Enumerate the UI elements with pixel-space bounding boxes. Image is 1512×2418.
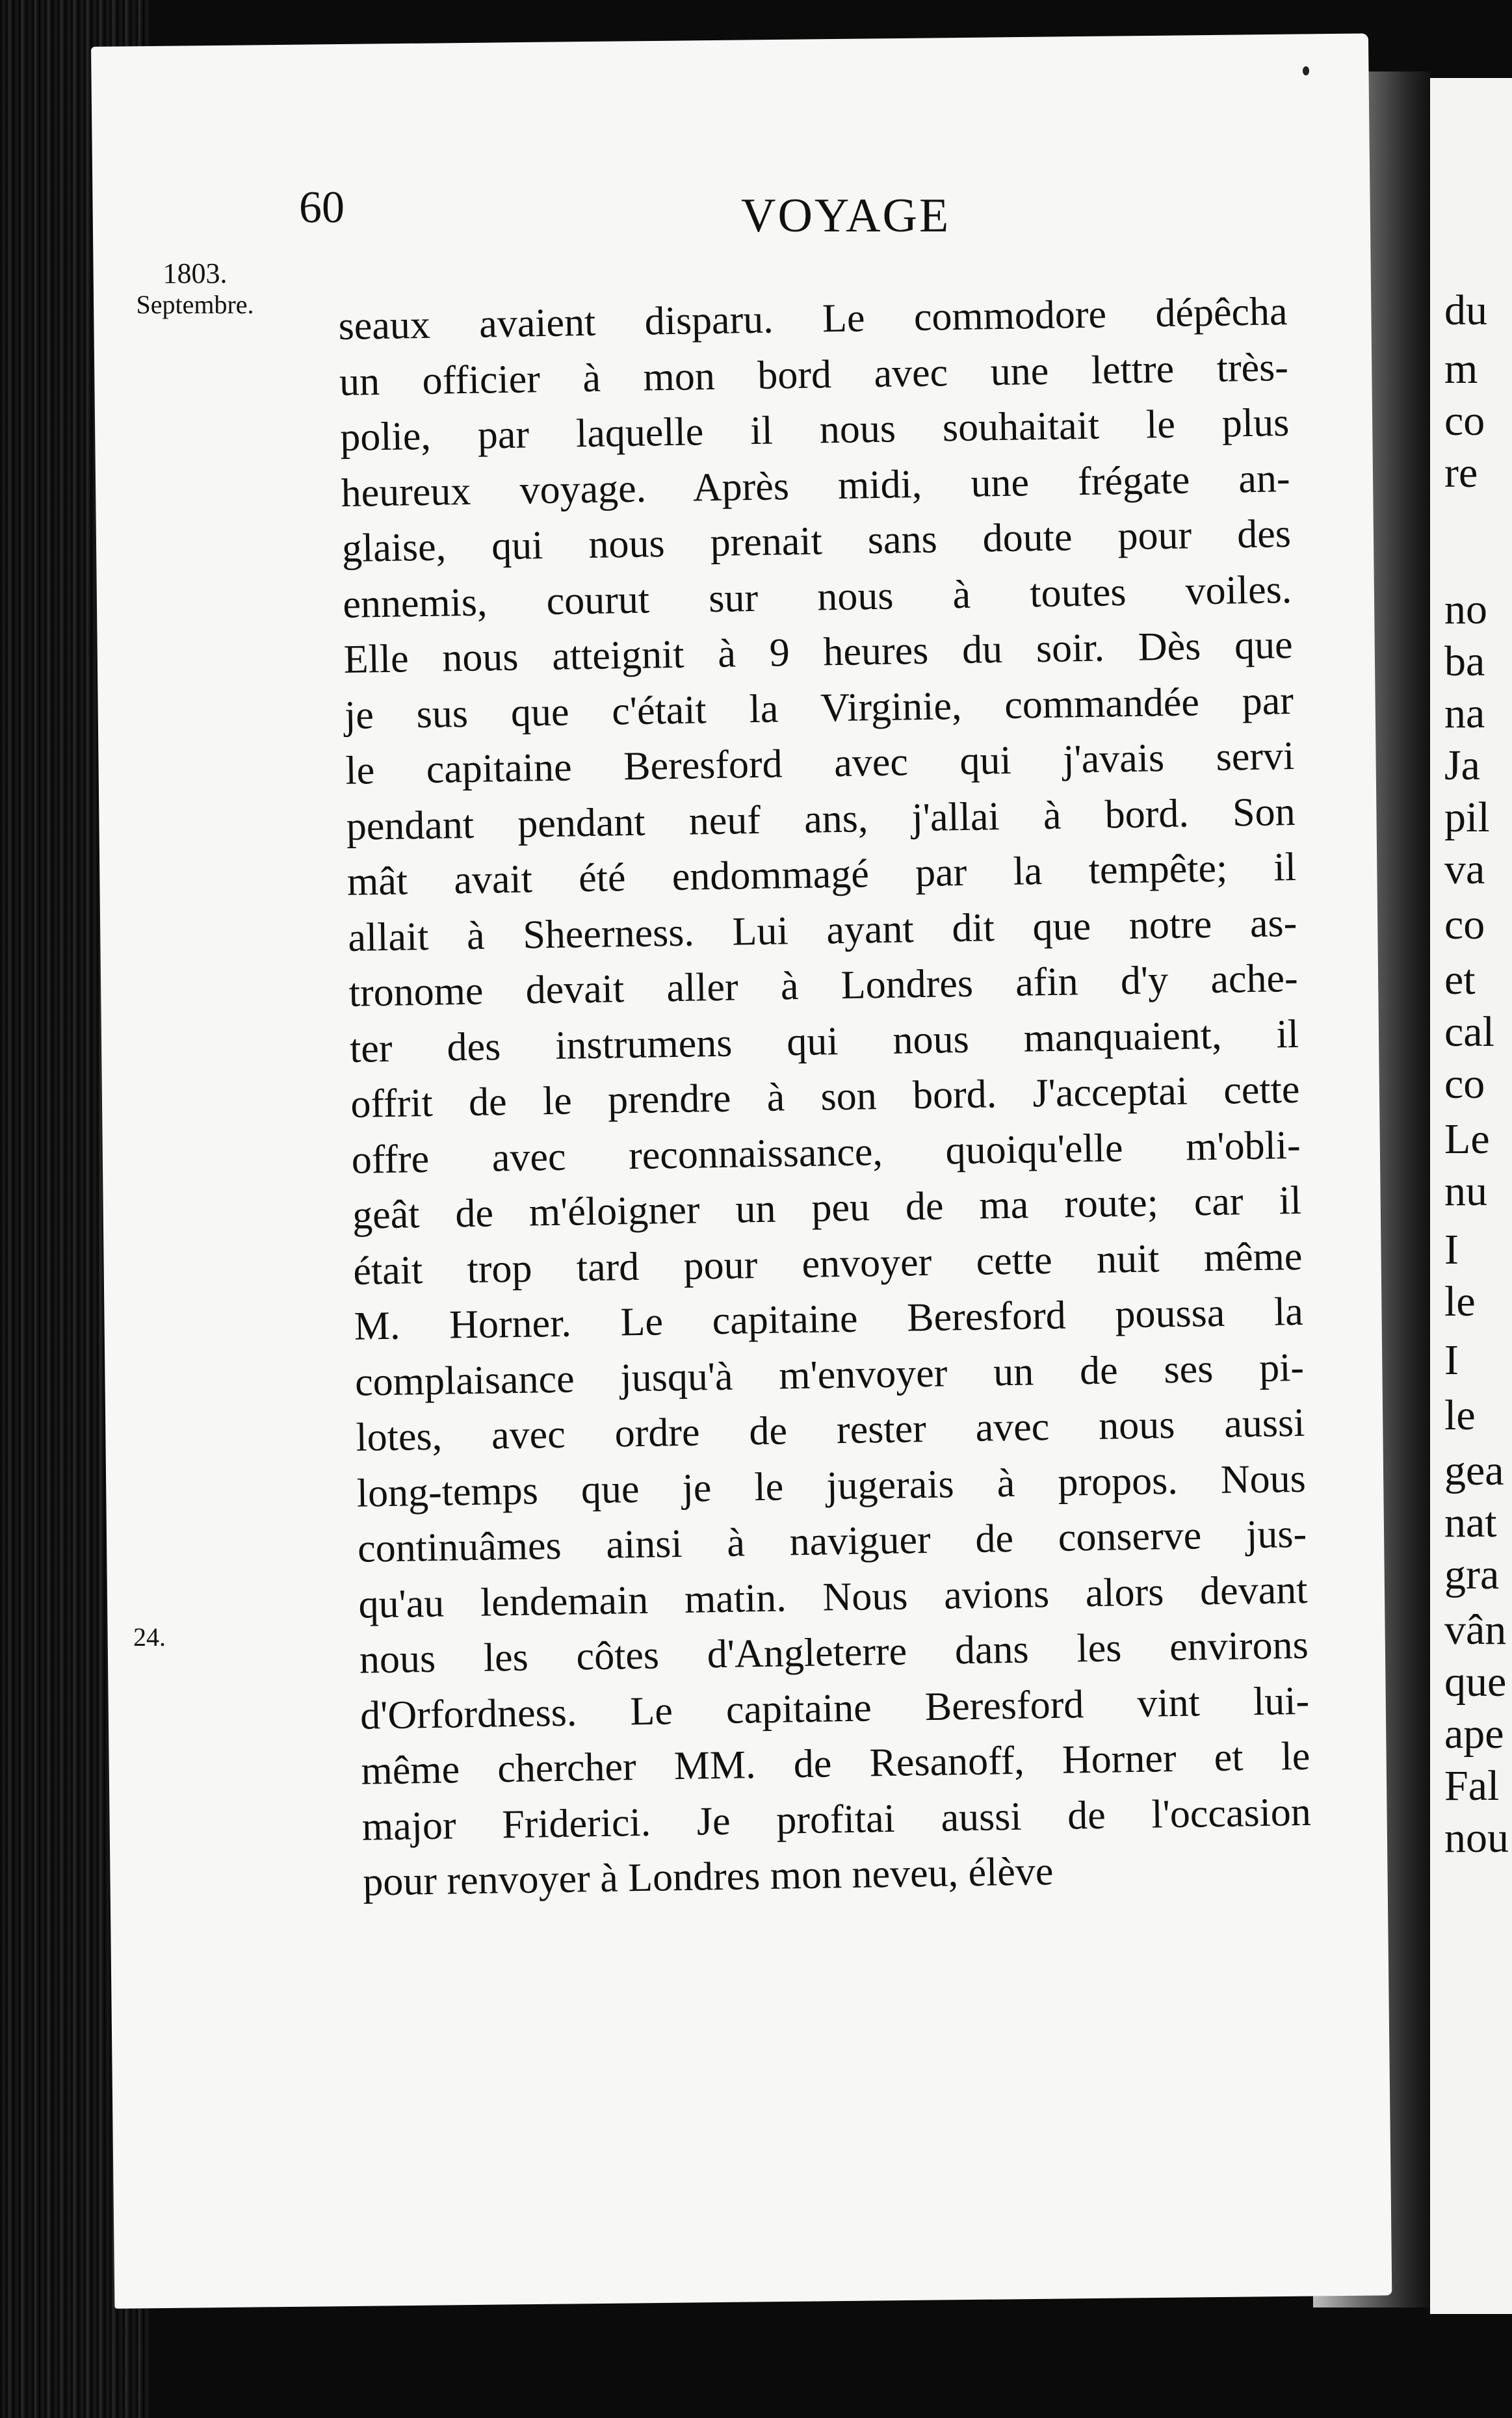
facing-page-fragment: I <box>1444 1336 1459 1384</box>
facing-page-fragment: co <box>1444 1060 1485 1108</box>
facing-page-fragment: Ja <box>1444 742 1480 789</box>
facing-page-fragment: vân <box>1444 1606 1507 1654</box>
text-line: seaux avaient disparu. Le commodore dépêcha <box>338 289 1288 348</box>
facing-page-fragment: na <box>1444 690 1485 737</box>
text-line: mât avait été endommagé par la tempête; il <box>346 844 1297 904</box>
text-line: continuâmes ainsi à naviguer de conserve jus- <box>357 1511 1307 1571</box>
facing-page-fragment: le <box>1444 1392 1476 1439</box>
facing-page-fragment: cal <box>1444 1008 1494 1056</box>
text-line: pour renvoyer à Londres mon neveu, élève <box>362 1849 1054 1904</box>
margin-month: Septembre. <box>136 290 254 319</box>
text-line: glaise, qui nous prenait sans doute pour des <box>341 512 1292 571</box>
text-line: offre avec reconnaissance, quoiqu'elle m'obli- <box>351 1123 1301 1182</box>
text-line: tronome devait aller à Londres afin d'y ache- <box>348 956 1299 1015</box>
text-line: ennemis, courut sur nous à toutes voiles. <box>342 567 1292 627</box>
facing-page-fragment: co <box>1444 901 1485 948</box>
facing-page-fragment: co <box>1444 397 1485 445</box>
facing-page-fragment: no <box>1444 586 1487 633</box>
facing-page-fragment: nu <box>1444 1167 1487 1215</box>
text-line: je sus que c'était la Virginie, commandée par <box>344 678 1294 738</box>
facing-page-fragment: et <box>1444 956 1476 1004</box>
text-line: un officier à mon bord avec une lettre très- <box>339 344 1289 404</box>
facing-page-fragment: gra <box>1444 1551 1500 1598</box>
text-line: geât de m'éloigner un peu de ma route; car il <box>352 1178 1302 1238</box>
facing-page-fragment: m <box>1444 345 1478 393</box>
body-text <box>338 284 1312 1910</box>
text-line: allait à Sheerness. Lui ayant dit que notre as- <box>347 900 1297 960</box>
text-line: offrit de le prendre à son bord. J'acceptai cette <box>350 1067 1300 1126</box>
facing-page <box>1430 78 1512 2314</box>
facing-page-fragment: que <box>1444 1658 1507 1706</box>
text-line: le capitaine Beresford avec qui j'avais servi <box>345 733 1295 793</box>
text-line: polie, par laquelle il nous souhaitait le plus <box>339 400 1290 460</box>
text-line: M. Horner. Le capitaine Beresford poussa la <box>354 1289 1304 1349</box>
text-line: pendant pendant neuf ans, j'allai à bord. Son <box>346 789 1296 849</box>
facing-page-fragment: le <box>1444 1278 1476 1325</box>
page-number: 60 <box>299 183 345 233</box>
text-line: complaisance jusqu'à m'envoyer un de ses pi- <box>354 1345 1305 1405</box>
facing-page-fragment: nat <box>1444 1499 1497 1546</box>
facing-page-fragment: I <box>1444 1226 1459 1273</box>
text-line: lotes, avec ordre de rester avec nous aussi <box>355 1400 1305 1460</box>
facing-page-fragment: re <box>1444 449 1478 497</box>
facing-page-fragment: gea <box>1444 1447 1504 1494</box>
facing-page-fragment: ape <box>1444 1710 1504 1758</box>
running-title: VOYAGE <box>741 189 951 242</box>
facing-page-fragment: du <box>1444 287 1487 334</box>
facing-page-fragment: Fal <box>1444 1762 1500 1810</box>
facing-page-fragment: Le <box>1444 1115 1490 1163</box>
margin-day: 24. <box>133 1622 166 1652</box>
text-line: Elle nous atteignit à 9 heures du soir. Dès que <box>343 623 1294 682</box>
text-line: nous les côtes d'Angleterre dans les environs <box>359 1622 1309 1682</box>
text-line: long-temps que je le jugerais à propos. Nous <box>356 1456 1307 1516</box>
margin-year: 1803. <box>163 257 228 289</box>
text-line: major Friderici. Je profitai aussi de l'occasion <box>361 1789 1312 1849</box>
text-line: même chercher MM. de Resanoff, Horner et le <box>361 1734 1310 1793</box>
text-line: ter des instrumens qui nous manquaient, il <box>349 1011 1299 1071</box>
text-line: qu'au lendemain matin. Nous avions alors devant <box>358 1567 1308 1627</box>
facing-page-fragment: ba <box>1444 638 1485 685</box>
facing-page-fragment: va <box>1444 846 1485 893</box>
facing-page-fragment: nou <box>1444 1814 1509 1862</box>
ink-speck <box>1303 66 1309 75</box>
text-line: heureux voyage. Après midi, une frégate an- <box>341 456 1291 515</box>
text-line: était trop tard pour envoyer cette nuit même <box>352 1234 1303 1294</box>
facing-page-fragment: pil <box>1444 794 1490 841</box>
text-line: d'Orfordness. Le capitaine Beresford vint lui- <box>359 1678 1310 1738</box>
